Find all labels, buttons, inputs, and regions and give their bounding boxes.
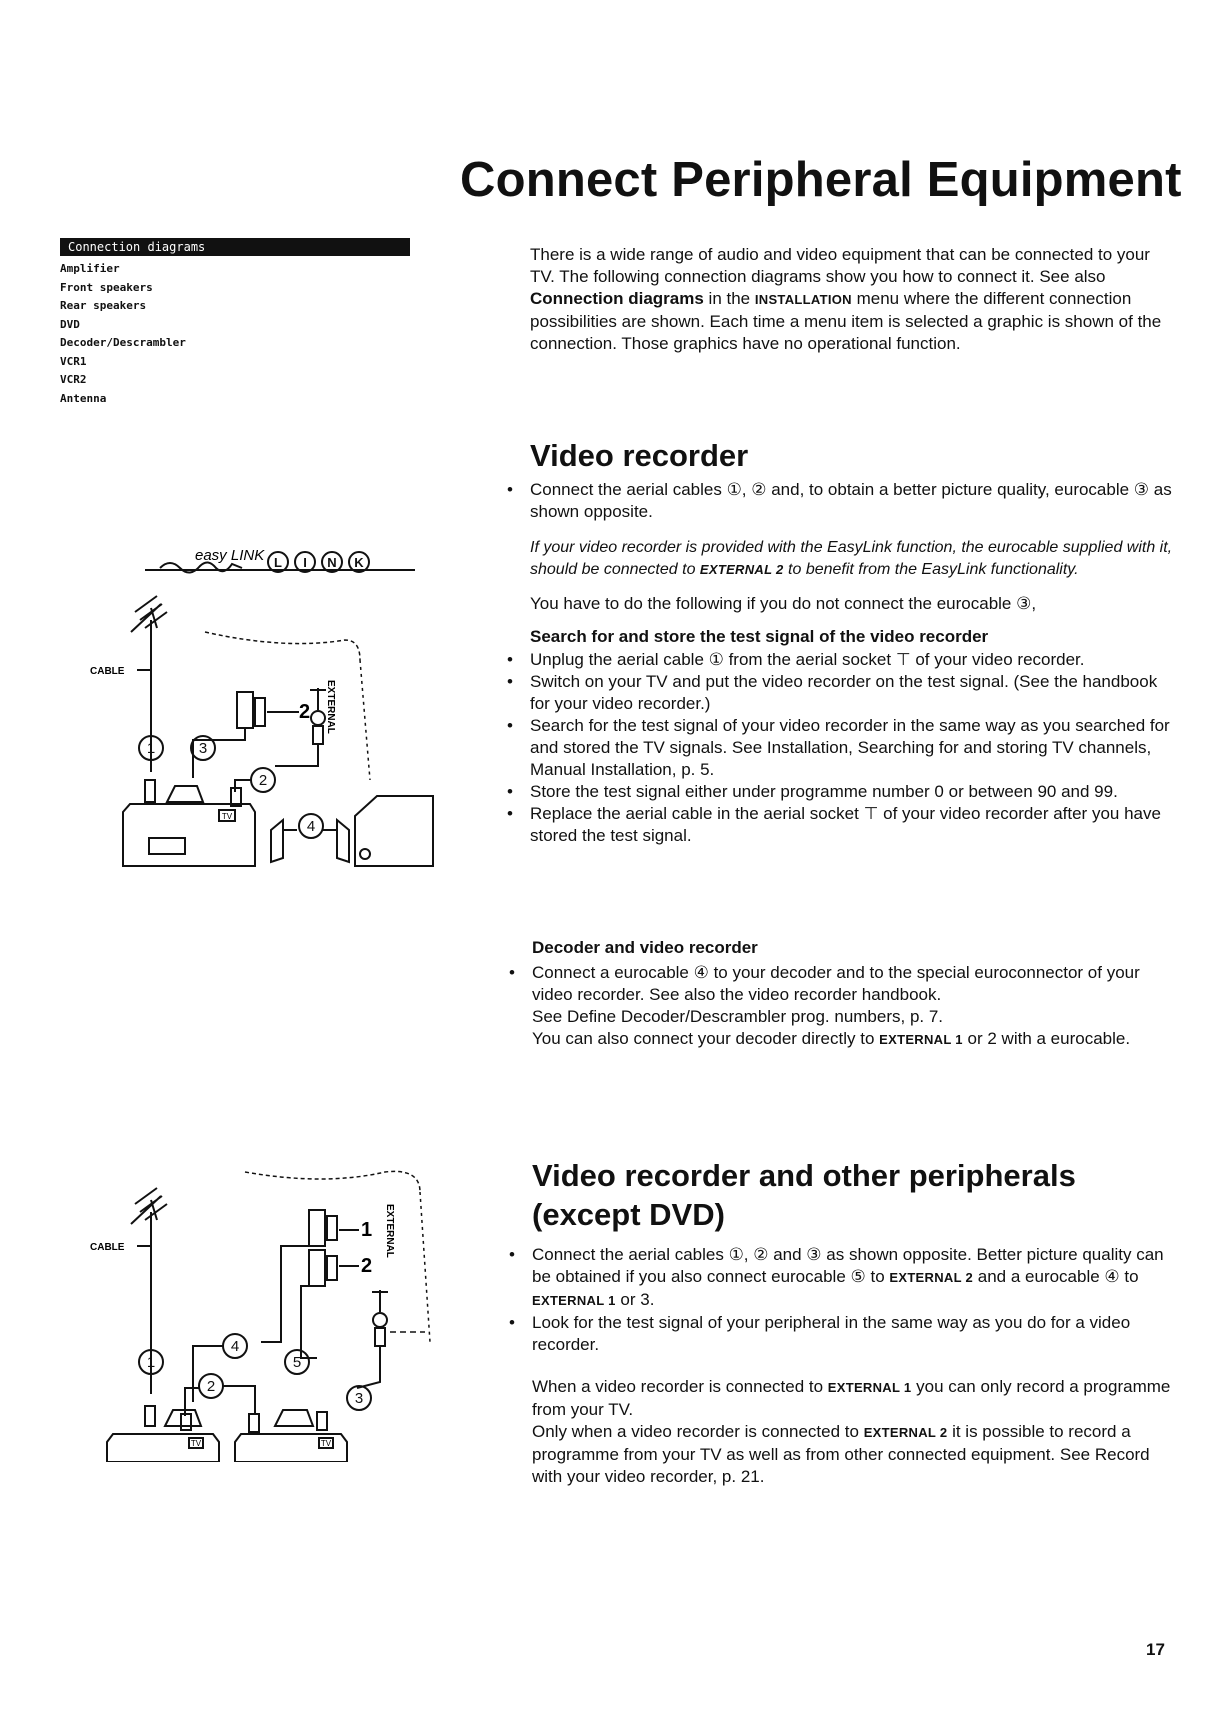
antenna-icon: [131, 596, 167, 632]
peripherals-text: When a video recorder is connected to: [532, 1377, 828, 1396]
video-recorder-heading: Video recorder: [530, 438, 749, 473]
peripherals-section: [532, 1156, 1182, 1488]
osd-menu-item: Front speakers: [60, 280, 153, 294]
search-store-step: • Unplug the aerial cable ① from the aerial socket ⊤ of your video recorder.: [530, 649, 1180, 671]
search-store-step: • Store the test signal either under programme number 0 or between 90 and 99.: [530, 781, 1180, 803]
easylink-letter: L: [274, 555, 282, 570]
external-label: EXTERNAL: [325, 680, 336, 734]
video-recorder-connection-diagram: [85, 540, 445, 890]
connector-number: 3: [198, 740, 208, 757]
osd-menu-title: Connection diagrams: [60, 238, 410, 256]
peripherals-external: EXTERNAL 1: [827, 1380, 912, 1395]
tv-socket-label: TV: [190, 1439, 202, 1448]
decoder-text: See Define Decoder/Descrambler prog. numbers, p. 7.: [532, 1007, 944, 1026]
intro-menu-name: INSTALLATION: [754, 292, 852, 307]
intro-text: There is a wide range of audio and video equipment that can be connected to your TV. The following connection diagrams show you how to connect it. See also: [530, 245, 1150, 286]
peripherals-text: Connect the aerial cables ①, ② and ③ as shown opposite. Better picture quality can be obtained if you also connect eurocable ⑤ to: [532, 1245, 1164, 1286]
tv-socket-label: TV: [320, 1439, 332, 1448]
peripherals-external: EXTERNAL 2: [863, 1425, 948, 1440]
intro-bold-link-text: Connection diagrams: [530, 289, 704, 308]
easylink-letter: N: [327, 555, 337, 570]
video-recorder-bullet: • Connect the aerial cables ①, ② and, to obtain a better picture quality, eurocable ③ as shown opposite.: [530, 479, 1180, 523]
peripherals-bullet: • Look for the test signal of your peripheral in the same way as you do for a video recorder.: [532, 1312, 1182, 1356]
intro-text: in the: [703, 289, 755, 308]
peripherals-text: and a eurocable ④ to: [973, 1267, 1139, 1286]
decoder-text: Connect a eurocable ④ to your decoder and to the special euroconnector of your video recorder. See also the video recorder handbook.: [532, 963, 1140, 1004]
easylink-logo-text: easy LINK: [195, 547, 265, 564]
search-store-steps: [530, 649, 1180, 847]
video-recorder-section: [530, 436, 1180, 847]
connector-number: 2: [206, 1378, 216, 1395]
easylink-note-text: to benefit from the EasyLink functionality.: [783, 561, 1079, 578]
connector-number: 2: [258, 772, 268, 789]
video-recorder-bullets: [530, 479, 1180, 523]
easylink-note: [530, 537, 1180, 581]
peripherals-external: EXTERNAL 1: [532, 1293, 616, 1308]
tv-socket-label: TV: [221, 812, 233, 821]
peripherals-heading: [532, 1156, 1182, 1234]
peripherals-bullet: [532, 1244, 1182, 1312]
connector-number: 4: [230, 1338, 240, 1355]
peripherals-note: [532, 1376, 1182, 1488]
connector-number: 3: [354, 1390, 364, 1407]
osd-menu-item: VCR1: [60, 354, 87, 368]
peripherals-connection-diagram: [85, 1162, 445, 1462]
decoder-bullet: [532, 962, 1172, 1051]
connector-number: 5: [292, 1354, 302, 1371]
cable-label: CABLE: [90, 666, 125, 677]
external-number: 2: [299, 701, 311, 723]
peripherals-text: or 3.: [615, 1290, 655, 1309]
search-store-step: • Switch on your TV and put the video recorder on the test signal. (See the handbook for your video recorder.): [530, 671, 1180, 715]
antenna-icon: [131, 1188, 167, 1224]
page-number: 17: [1146, 1640, 1165, 1659]
connector-number: 1: [146, 740, 156, 757]
peripherals-text: Only when a video recorder is connected to: [532, 1422, 864, 1441]
peripherals-heading-line: Video recorder and other peripherals: [532, 1158, 1076, 1193]
easylink-letter: K: [354, 555, 364, 570]
osd-menu-item: VCR2: [60, 373, 87, 386]
connector-number: 4: [306, 818, 316, 835]
easylink-letter: I: [303, 555, 307, 570]
page-title: Connect Peripheral Equipment: [460, 153, 1182, 207]
cable-label: CABLE: [90, 1242, 125, 1253]
osd-menu-item: Rear speakers: [60, 299, 147, 312]
decoder-section: [532, 938, 1172, 1051]
osd-menu-list: [60, 260, 410, 408]
osd-menu-item: Decoder/Descrambler: [60, 336, 186, 349]
decoder-icon: [355, 796, 433, 866]
peripherals-external: EXTERNAL 2: [889, 1270, 974, 1285]
osd-menu-item: Amplifier: [60, 262, 120, 275]
decoder-bullets: [532, 962, 1172, 1051]
intro-paragraph: [530, 244, 1170, 355]
decoder-text: or 2 with a eurocable.: [962, 1029, 1131, 1048]
search-store-step: • Replace the aerial cable in the aerial socket ⊤ of your video recorder after you have stored the test signal.: [530, 803, 1180, 847]
decoder-text: You can also connect your decoder directly to: [532, 1029, 880, 1048]
eurocable-note: You have to do the following if you do not connect the eurocable ③,: [530, 594, 1037, 613]
external-number: 2: [361, 1255, 373, 1277]
peripherals-heading-line: (except DVD): [532, 1197, 725, 1232]
decoder-external: EXTERNAL 1: [879, 1032, 963, 1047]
peripherals-bullets: [532, 1244, 1182, 1356]
osd-menu-item: Antenna: [60, 391, 107, 405]
peripherals-text: it is possible to record a programme from your TV as well as from other connected equipment. See Record with your video recorder, p. 21.: [532, 1422, 1150, 1486]
easylink-note-text: If your video recorder is provided with the EasyLink function, the eurocable supplied with it, should be connected to: [530, 539, 1173, 578]
external-number: 1: [361, 1219, 373, 1241]
search-store-step: • Search for the test signal of your video recorder in the same way as you searched for and stored the TV signals. See Installation, Searching for and storing TV channels, Manual Installation, p. 5.: [530, 715, 1180, 781]
osd-menu-item: DVD: [60, 317, 80, 331]
external-label: EXTERNAL: [384, 1204, 395, 1258]
intro-text: menu where the different connection possibilities are shown. Each time a menu item is selected a graphic is shown of the connection. Those graphics have no operational function.: [530, 289, 1162, 353]
decoder-heading: Decoder and video recorder: [532, 938, 758, 957]
connector-number: 1: [146, 1354, 156, 1371]
easylink-note-external: EXTERNAL 2: [699, 562, 784, 577]
search-store-heading: Search for and store the test signal of the video recorder: [530, 627, 989, 646]
osd-connection-diagrams-menu: [60, 238, 410, 408]
peripherals-text: you can only record a programme from your TV.: [532, 1377, 1171, 1419]
